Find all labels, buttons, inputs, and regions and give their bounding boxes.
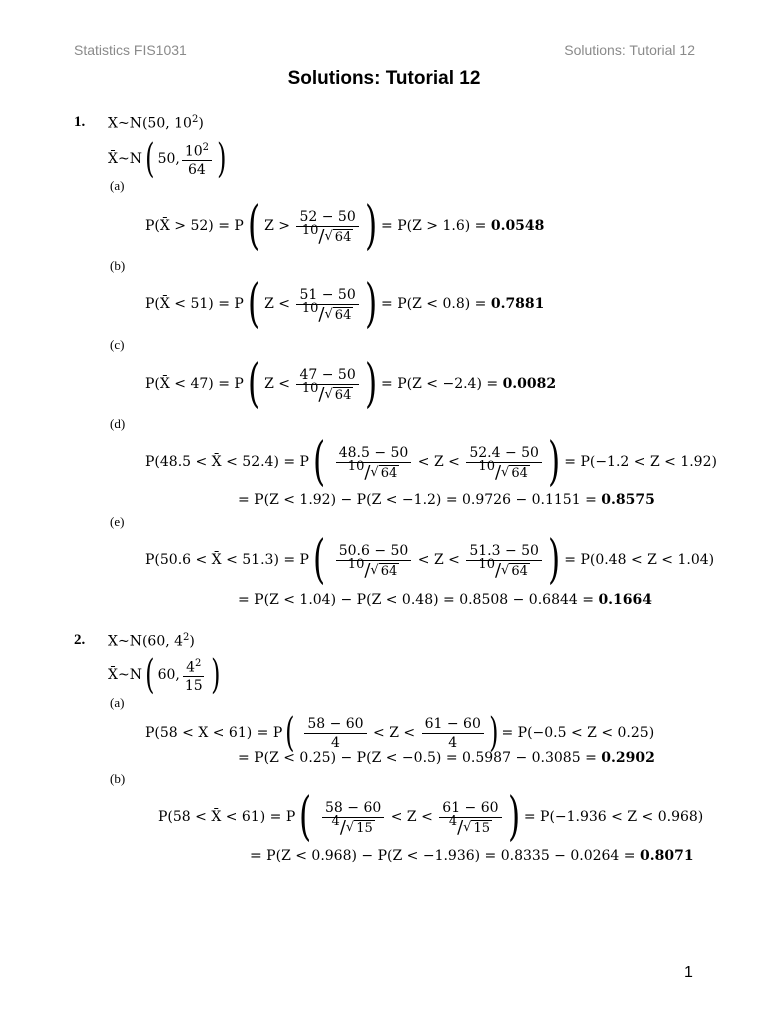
q1e-result: = P(Z < 1.04) − P(Z < 0.48) = 0.8508 − 0.6844 = 0.1664: [238, 592, 653, 608]
q1d-label: (d): [110, 416, 126, 431]
q2a-answer: 0.2902: [601, 750, 655, 766]
q1d-result: = P(Z < 1.92) − P(Z < −1.2) = 0.9726 − 0.1151 = 0.8575: [238, 492, 655, 508]
q2b-label: (b): [110, 771, 126, 786]
q2b-result: = P(Z < 0.968) − P(Z < −1.936) = 0.8335 − 0.0264 = 0.8071: [250, 848, 694, 864]
header-doc-title: Solutions: Tutorial 12: [564, 42, 695, 58]
q1a-answer: 0.0548: [490, 218, 545, 234]
q1c-answer: 0.0082: [502, 376, 557, 392]
q1d-equation: P(48.5 < X̄ < 52.4) = P( 48.5 − 50 10 / √ 64 < Z < 52.4 − 50 10 / √ 64 ) = P(−1.2 < Z < 1.92): [145, 432, 717, 492]
q1-sample-mean-distribution: X̄~N( 50, $\frac{10^2}{64}$ ): [108, 136, 227, 182]
q1e-answer: 0.1664: [598, 592, 653, 608]
q1b-label: (b): [110, 258, 126, 273]
q1d-answer: 0.8575: [601, 492, 655, 508]
q2-sample-mean-distribution: X̄~N( 60, $\frac{4^2}{15}$ ): [108, 652, 221, 698]
header-course: Statistics FIS1031: [74, 42, 187, 58]
q2a-label: (a): [110, 695, 125, 710]
q1a-equation: P(X̄ > 52) = P( Z > 52 − 50 10 / √ 64 ) = P(Z > 1.6) = 0.0548: [145, 196, 545, 256]
q1e-label: (e): [110, 514, 125, 529]
q2b-answer: 0.8071: [639, 848, 694, 864]
question-1-number: 1.: [74, 114, 86, 130]
q2b-equation: P(58 < X̄ < 61) = P( 58 − 60 4 / √ 15 < Z < 61 − 60 4 / √ 15 ) = P(−1.936 < Z < 0.968): [158, 787, 704, 847]
q2-population-distribution: X~N(60, $4^2$): [108, 632, 195, 650]
page-title: Solutions: Tutorial 12: [287, 68, 481, 89]
q1b-equation: P(X̄ < 51) = P( Z < 51 − 50 10 / √ 64 ) = P(Z < 0.8) = 0.7881: [145, 274, 545, 334]
q1b-answer: 0.7881: [490, 296, 545, 312]
q2a-result: = P(Z < 0.25) − P(Z < −0.5) = 0.5987 − 0.3085 = 0.2902: [238, 750, 655, 766]
q1c-equation: P(X̄ < 47) = P( Z < 47 − 50 10 / √ 64 ) = P(Z < −2.4) = 0.0082: [145, 354, 557, 414]
q1-population-distribution: X~N(50, $10^2$): [108, 114, 204, 132]
page-number: 1: [684, 964, 693, 981]
q1c-label: (c): [110, 337, 125, 352]
question-2-number: 2.: [74, 632, 86, 648]
q1a-label: (a): [110, 178, 125, 193]
q2a-equation: P(58 < X < 61) = P( $\frac{58 - 60}{4}$ < Z < $\frac{61 - 60}{4}$ ) = P(−0.5 < Z < 0.25): [145, 710, 655, 756]
q1e-equation: P(50.6 < X̄ < 51.3) = P( 50.6 − 50 10 / √ 64 < Z < 51.3 − 50 10 / √ 64 ) = P(0.48 < Z < 1.04): [145, 530, 715, 590]
